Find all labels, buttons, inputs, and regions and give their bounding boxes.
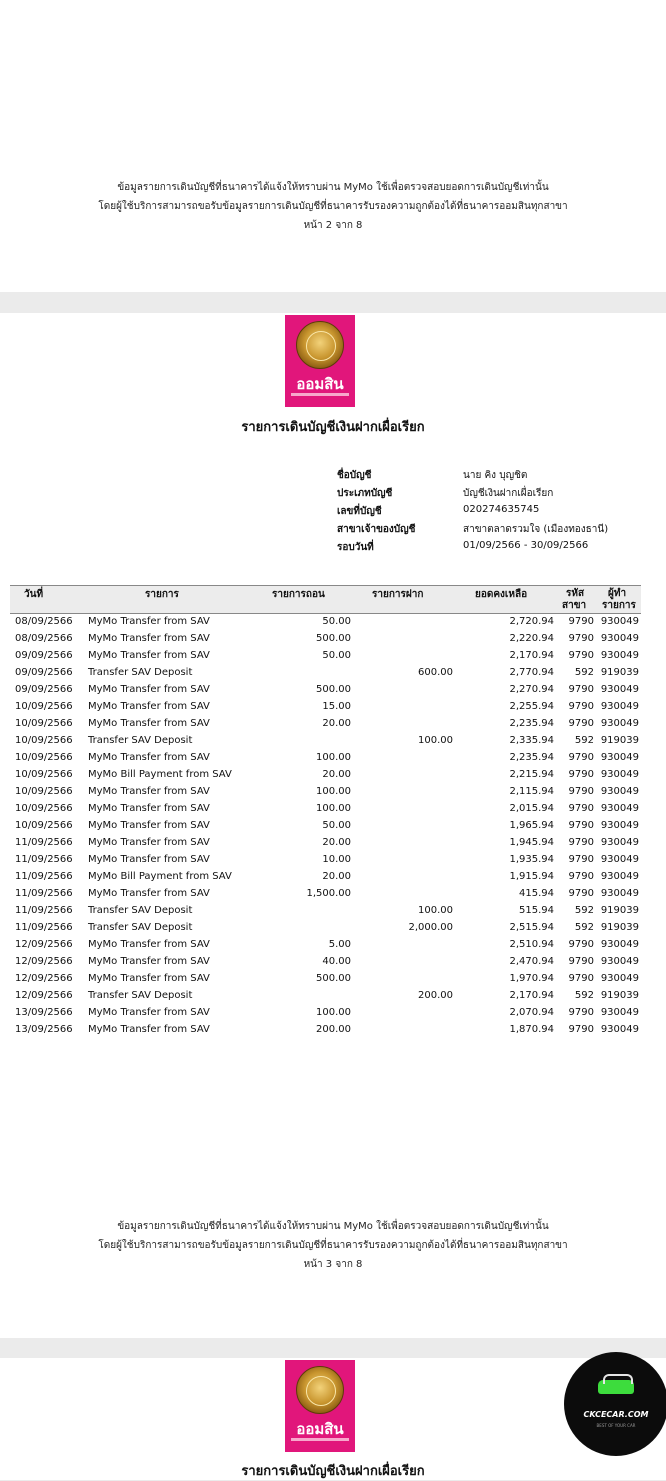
cell-date: 11/09/2566 bbox=[15, 922, 73, 933]
cell-description: MyMo Transfer from SAV bbox=[88, 616, 210, 627]
cell-balance: 1,935.94 bbox=[509, 854, 554, 865]
cell-date: 08/09/2566 bbox=[15, 616, 73, 627]
cell-date: 09/09/2566 bbox=[15, 650, 73, 661]
info-label-period: รอบวันที่ bbox=[337, 542, 374, 553]
cell-branch-code: 9790 bbox=[568, 1024, 594, 1035]
cell-branch-code: 9790 bbox=[568, 803, 594, 814]
statement-page-2 bbox=[0, 0, 666, 292]
cell-description: MyMo Bill Payment from SAV bbox=[88, 871, 232, 882]
cell-date: 10/09/2566 bbox=[15, 701, 73, 712]
page-number: หน้า 2 จาก 8 bbox=[303, 220, 363, 231]
cell-teller-id: 930049 bbox=[600, 769, 639, 780]
cell-branch-code: 9790 bbox=[568, 786, 594, 797]
table-row bbox=[10, 902, 641, 919]
cell-withdrawal: 15.00 bbox=[322, 701, 351, 712]
cell-balance: 2,215.94 bbox=[509, 769, 554, 780]
cell-branch-code: 9790 bbox=[568, 718, 594, 729]
cell-teller-id: 930049 bbox=[600, 956, 639, 967]
cell-date: 11/09/2566 bbox=[15, 871, 73, 882]
cell-withdrawal: 50.00 bbox=[322, 820, 351, 831]
cell-date: 11/09/2566 bbox=[15, 854, 73, 865]
cell-balance: 2,170.94 bbox=[509, 650, 554, 661]
table-row bbox=[10, 681, 641, 698]
cell-balance: 2,470.94 bbox=[509, 956, 554, 967]
cell-deposit: 600.00 bbox=[418, 667, 453, 678]
table-row bbox=[10, 1021, 641, 1038]
cell-description: MyMo Transfer from SAV bbox=[88, 837, 210, 848]
cell-branch-code: 592 bbox=[574, 667, 594, 678]
cell-teller-id: 919039 bbox=[600, 667, 639, 678]
cell-teller-id: 930049 bbox=[600, 701, 639, 712]
cell-description: Transfer SAV Deposit bbox=[88, 735, 193, 746]
column-header-branch-line-2: สาขา bbox=[562, 600, 587, 611]
footer-disclaimer-line-1: ข้อมูลรายการเดินบัญชีที่ธนาคารได้แจ้งให้ทราบผ่าน MyMo ใช้เพื่อตรวจสอบยอดการเดินบัญชีเท่านั้น bbox=[117, 182, 549, 193]
page-footer bbox=[0, 178, 666, 235]
cell-balance: 2,270.94 bbox=[509, 684, 554, 695]
cell-teller-id: 930049 bbox=[600, 616, 639, 627]
cell-date: 10/09/2566 bbox=[15, 803, 73, 814]
cell-date: 09/09/2566 bbox=[15, 684, 73, 695]
cell-teller-id: 930049 bbox=[600, 633, 639, 644]
cell-description: MyMo Transfer from SAV bbox=[88, 650, 210, 661]
cell-date: 12/09/2566 bbox=[15, 973, 73, 984]
cell-withdrawal: 100.00 bbox=[316, 786, 351, 797]
cell-teller-id: 930049 bbox=[600, 888, 639, 899]
cell-branch-code: 9790 bbox=[568, 956, 594, 967]
cell-branch-code: 9790 bbox=[568, 939, 594, 950]
cell-balance: 1,915.94 bbox=[509, 871, 554, 882]
cell-balance: 1,970.94 bbox=[509, 973, 554, 984]
bank-logo-name: ออมสิน bbox=[296, 375, 344, 393]
table-row bbox=[10, 698, 641, 715]
cell-teller-id: 930049 bbox=[600, 973, 639, 984]
cell-balance: 2,070.94 bbox=[509, 1007, 554, 1018]
cell-date: 09/09/2566 bbox=[15, 667, 73, 678]
cell-description: Transfer SAV Deposit bbox=[88, 922, 193, 933]
cell-description: MyMo Transfer from SAV bbox=[88, 684, 210, 695]
car-icon bbox=[598, 1380, 634, 1394]
cell-description: Transfer SAV Deposit bbox=[88, 905, 193, 916]
cell-balance: 415.94 bbox=[519, 888, 554, 899]
table-row bbox=[10, 766, 641, 783]
cell-teller-id: 919039 bbox=[600, 922, 639, 933]
table-row bbox=[10, 800, 641, 817]
cell-date: 13/09/2566 bbox=[15, 1007, 73, 1018]
cell-balance: 2,220.94 bbox=[509, 633, 554, 644]
info-value-account-type: บัญชีเงินฝากเผื่อเรียก bbox=[463, 488, 554, 499]
info-label-branch: สาขาเจ้าของบัญชี bbox=[337, 524, 416, 535]
cell-withdrawal: 500.00 bbox=[316, 684, 351, 695]
table-row bbox=[10, 834, 641, 851]
cell-withdrawal: 5.00 bbox=[328, 939, 351, 950]
cell-branch-code: 9790 bbox=[568, 633, 594, 644]
cell-balance: 2,515.94 bbox=[509, 922, 554, 933]
info-label-account-name: ชื่อบัญชี bbox=[337, 470, 372, 481]
cell-branch-code: 592 bbox=[574, 735, 594, 746]
column-header-deposit: รายการฝาก bbox=[372, 589, 424, 600]
info-label-account-type: ประเภทบัญชี bbox=[337, 488, 393, 499]
cell-balance: 2,335.94 bbox=[509, 735, 554, 746]
table-row bbox=[10, 885, 641, 902]
cell-branch-code: 592 bbox=[574, 905, 594, 916]
cell-branch-code: 9790 bbox=[568, 837, 594, 848]
page-footer bbox=[0, 1217, 666, 1274]
bank-logo-subtitle-bar bbox=[291, 1438, 349, 1441]
cell-date: 11/09/2566 bbox=[15, 837, 73, 848]
cell-date: 12/09/2566 bbox=[15, 990, 73, 1001]
cell-date: 08/09/2566 bbox=[15, 633, 73, 644]
cell-balance: 515.94 bbox=[519, 905, 554, 916]
cell-date: 10/09/2566 bbox=[15, 786, 73, 797]
table-row bbox=[10, 851, 641, 868]
cell-balance: 1,965.94 bbox=[509, 820, 554, 831]
cell-teller-id: 930049 bbox=[600, 803, 639, 814]
cell-branch-code: 9790 bbox=[568, 616, 594, 627]
bank-logo bbox=[285, 1360, 355, 1452]
table-row bbox=[10, 749, 641, 766]
cell-withdrawal: 100.00 bbox=[316, 803, 351, 814]
cell-description: MyMo Transfer from SAV bbox=[88, 752, 210, 763]
cell-description: MyMo Transfer from SAV bbox=[88, 701, 210, 712]
watermark-badge bbox=[564, 1352, 666, 1456]
cell-withdrawal: 500.00 bbox=[316, 633, 351, 644]
cell-teller-id: 930049 bbox=[600, 871, 639, 882]
cell-balance: 2,170.94 bbox=[509, 990, 554, 1001]
watermark-subtext: BEST OF YOUR CAR bbox=[596, 1423, 636, 1428]
cell-withdrawal: 20.00 bbox=[322, 769, 351, 780]
cell-balance: 1,945.94 bbox=[509, 837, 554, 848]
cell-description: MyMo Transfer from SAV bbox=[88, 888, 210, 899]
cell-date: 10/09/2566 bbox=[15, 735, 73, 746]
cell-teller-id: 919039 bbox=[600, 735, 639, 746]
cell-teller-id: 930049 bbox=[600, 786, 639, 797]
seal-emblem-icon bbox=[296, 1366, 344, 1414]
cell-branch-code: 9790 bbox=[568, 684, 594, 695]
cell-withdrawal: 1,500.00 bbox=[306, 888, 351, 899]
cell-branch-code: 9790 bbox=[568, 888, 594, 899]
cell-teller-id: 930049 bbox=[600, 650, 639, 661]
cell-description: Transfer SAV Deposit bbox=[88, 990, 193, 1001]
table-header bbox=[10, 585, 641, 614]
cell-teller-id: 930049 bbox=[600, 854, 639, 865]
cell-withdrawal: 200.00 bbox=[316, 1024, 351, 1035]
info-value-account-number: 020274635745 bbox=[463, 504, 540, 515]
cell-date: 11/09/2566 bbox=[15, 905, 73, 916]
cell-description: MyMo Transfer from SAV bbox=[88, 939, 210, 950]
cell-description: MyMo Bill Payment from SAV bbox=[88, 769, 232, 780]
cell-branch-code: 9790 bbox=[568, 854, 594, 865]
column-header-teller-line-1: ผู้ทำ bbox=[608, 588, 627, 599]
table-row bbox=[10, 919, 641, 936]
cell-description: MyMo Transfer from SAV bbox=[88, 786, 210, 797]
cell-withdrawal: 10.00 bbox=[322, 854, 351, 865]
table-row bbox=[10, 987, 641, 1004]
page-number: หน้า 3 จาก 8 bbox=[303, 1259, 363, 1270]
cell-balance: 2,235.94 bbox=[509, 718, 554, 729]
cell-branch-code: 592 bbox=[574, 922, 594, 933]
seal-emblem-icon bbox=[296, 321, 344, 369]
cell-branch-code: 9790 bbox=[568, 650, 594, 661]
cell-withdrawal: 100.00 bbox=[316, 752, 351, 763]
watermark-text: CKCECAR.COM bbox=[583, 1410, 649, 1419]
cell-teller-id: 930049 bbox=[600, 837, 639, 848]
bank-logo bbox=[285, 315, 355, 407]
table-row bbox=[10, 817, 641, 834]
cell-date: 13/09/2566 bbox=[15, 1024, 73, 1035]
cell-balance: 2,720.94 bbox=[509, 616, 554, 627]
table-row bbox=[10, 970, 641, 987]
cell-withdrawal: 20.00 bbox=[322, 837, 351, 848]
cell-description: MyMo Transfer from SAV bbox=[88, 854, 210, 865]
column-header-teller-line-2: รายการ bbox=[602, 600, 636, 611]
cell-branch-code: 9790 bbox=[568, 752, 594, 763]
footer-disclaimer-line-2: โดยผู้ใช้บริการสามารถขอรับข้อมูลรายการเดินบัญชีที่ธนาคารรับรองความถูกต้องได้ที่ธนาคารออมสินทุกสาขา bbox=[98, 201, 568, 212]
cell-description: MyMo Transfer from SAV bbox=[88, 973, 210, 984]
table-row bbox=[10, 953, 641, 970]
cell-branch-code: 9790 bbox=[568, 701, 594, 712]
footer-disclaimer-line-1: ข้อมูลรายการเดินบัญชีที่ธนาคารได้แจ้งให้ทราบผ่าน MyMo ใช้เพื่อตรวจสอบยอดการเดินบัญชีเท่านั้น bbox=[117, 1221, 549, 1232]
cell-withdrawal: 50.00 bbox=[322, 650, 351, 661]
cell-teller-id: 930049 bbox=[600, 752, 639, 763]
table-row bbox=[10, 613, 641, 630]
column-header-balance: ยอดคงเหลือ bbox=[475, 589, 528, 600]
cell-balance: 2,255.94 bbox=[509, 701, 554, 712]
cell-deposit: 100.00 bbox=[418, 735, 453, 746]
column-header-date: วันที่ bbox=[24, 589, 44, 600]
table-row bbox=[10, 732, 641, 749]
info-value-branch: สาขาตลาดรวมใจ (เมืองทองธานี) bbox=[463, 524, 609, 535]
cell-description: MyMo Transfer from SAV bbox=[88, 718, 210, 729]
cell-date: 10/09/2566 bbox=[15, 769, 73, 780]
cell-withdrawal: 40.00 bbox=[322, 956, 351, 967]
table-row bbox=[10, 664, 641, 681]
cell-description: MyMo Transfer from SAV bbox=[88, 820, 210, 831]
cell-description: MyMo Transfer from SAV bbox=[88, 1024, 210, 1035]
table-row bbox=[10, 783, 641, 800]
table-row bbox=[10, 715, 641, 732]
cell-balance: 2,115.94 bbox=[509, 786, 554, 797]
cell-deposit: 200.00 bbox=[418, 990, 453, 1001]
cell-teller-id: 919039 bbox=[600, 990, 639, 1001]
cell-description: MyMo Transfer from SAV bbox=[88, 956, 210, 967]
info-value-account-name: นาย คิง บุญชิต bbox=[463, 470, 528, 481]
table-row bbox=[10, 630, 641, 647]
cell-date: 10/09/2566 bbox=[15, 820, 73, 831]
statement-title: รายการเดินบัญชีเงินฝากเผื่อเรียก bbox=[241, 1464, 425, 1479]
cell-balance: 2,510.94 bbox=[509, 939, 554, 950]
cell-deposit: 100.00 bbox=[418, 905, 453, 916]
table-row bbox=[10, 936, 641, 953]
cell-branch-code: 9790 bbox=[568, 820, 594, 831]
cell-branch-code: 9790 bbox=[568, 1007, 594, 1018]
cell-teller-id: 930049 bbox=[600, 684, 639, 695]
cell-teller-id: 930049 bbox=[600, 1007, 639, 1018]
cell-description: MyMo Transfer from SAV bbox=[88, 1007, 210, 1018]
column-header-branch-line-1: รหัส bbox=[566, 588, 585, 599]
cell-date: 10/09/2566 bbox=[15, 752, 73, 763]
cell-date: 12/09/2566 bbox=[15, 956, 73, 967]
statement-page-3 bbox=[0, 313, 666, 1338]
cell-balance: 2,015.94 bbox=[509, 803, 554, 814]
cell-date: 11/09/2566 bbox=[15, 888, 73, 899]
cell-teller-id: 919039 bbox=[600, 905, 639, 916]
cell-withdrawal: 100.00 bbox=[316, 1007, 351, 1018]
cell-balance: 1,870.94 bbox=[509, 1024, 554, 1035]
cell-withdrawal: 50.00 bbox=[322, 616, 351, 627]
cell-branch-code: 9790 bbox=[568, 973, 594, 984]
cell-branch-code: 9790 bbox=[568, 769, 594, 780]
column-header-description: รายการ bbox=[145, 589, 179, 600]
cell-teller-id: 930049 bbox=[600, 820, 639, 831]
column-header-withdrawal: รายการถอน bbox=[272, 589, 325, 600]
cell-withdrawal: 20.00 bbox=[322, 718, 351, 729]
statement-title: รายการเดินบัญชีเงินฝากเผื่อเรียก bbox=[241, 420, 425, 435]
cell-deposit: 2,000.00 bbox=[408, 922, 453, 933]
table-row bbox=[10, 868, 641, 885]
bank-logo-name: ออมสิน bbox=[296, 1420, 344, 1438]
cell-date: 10/09/2566 bbox=[15, 718, 73, 729]
table-row bbox=[10, 1004, 641, 1021]
cell-date: 12/09/2566 bbox=[15, 939, 73, 950]
cell-balance: 2,770.94 bbox=[509, 667, 554, 678]
bank-logo-subtitle-bar bbox=[291, 393, 349, 396]
table-row bbox=[10, 647, 641, 664]
cell-teller-id: 930049 bbox=[600, 718, 639, 729]
cell-branch-code: 592 bbox=[574, 990, 594, 1001]
cell-teller-id: 930049 bbox=[600, 939, 639, 950]
cell-balance: 2,235.94 bbox=[509, 752, 554, 763]
cell-description: MyMo Transfer from SAV bbox=[88, 633, 210, 644]
cell-branch-code: 9790 bbox=[568, 871, 594, 882]
info-label-account-number: เลขที่บัญชี bbox=[337, 506, 382, 517]
info-value-period: 01/09/2566 - 30/09/2566 bbox=[463, 540, 589, 551]
cell-withdrawal: 500.00 bbox=[316, 973, 351, 984]
cell-description: MyMo Transfer from SAV bbox=[88, 803, 210, 814]
footer-disclaimer-line-2: โดยผู้ใช้บริการสามารถขอรับข้อมูลรายการเดินบัญชีที่ธนาคารรับรองความถูกต้องได้ที่ธนาคารออมสินทุกสาขา bbox=[98, 1240, 568, 1251]
cell-teller-id: 930049 bbox=[600, 1024, 639, 1035]
cell-description: Transfer SAV Deposit bbox=[88, 667, 193, 678]
cell-withdrawal: 20.00 bbox=[322, 871, 351, 882]
